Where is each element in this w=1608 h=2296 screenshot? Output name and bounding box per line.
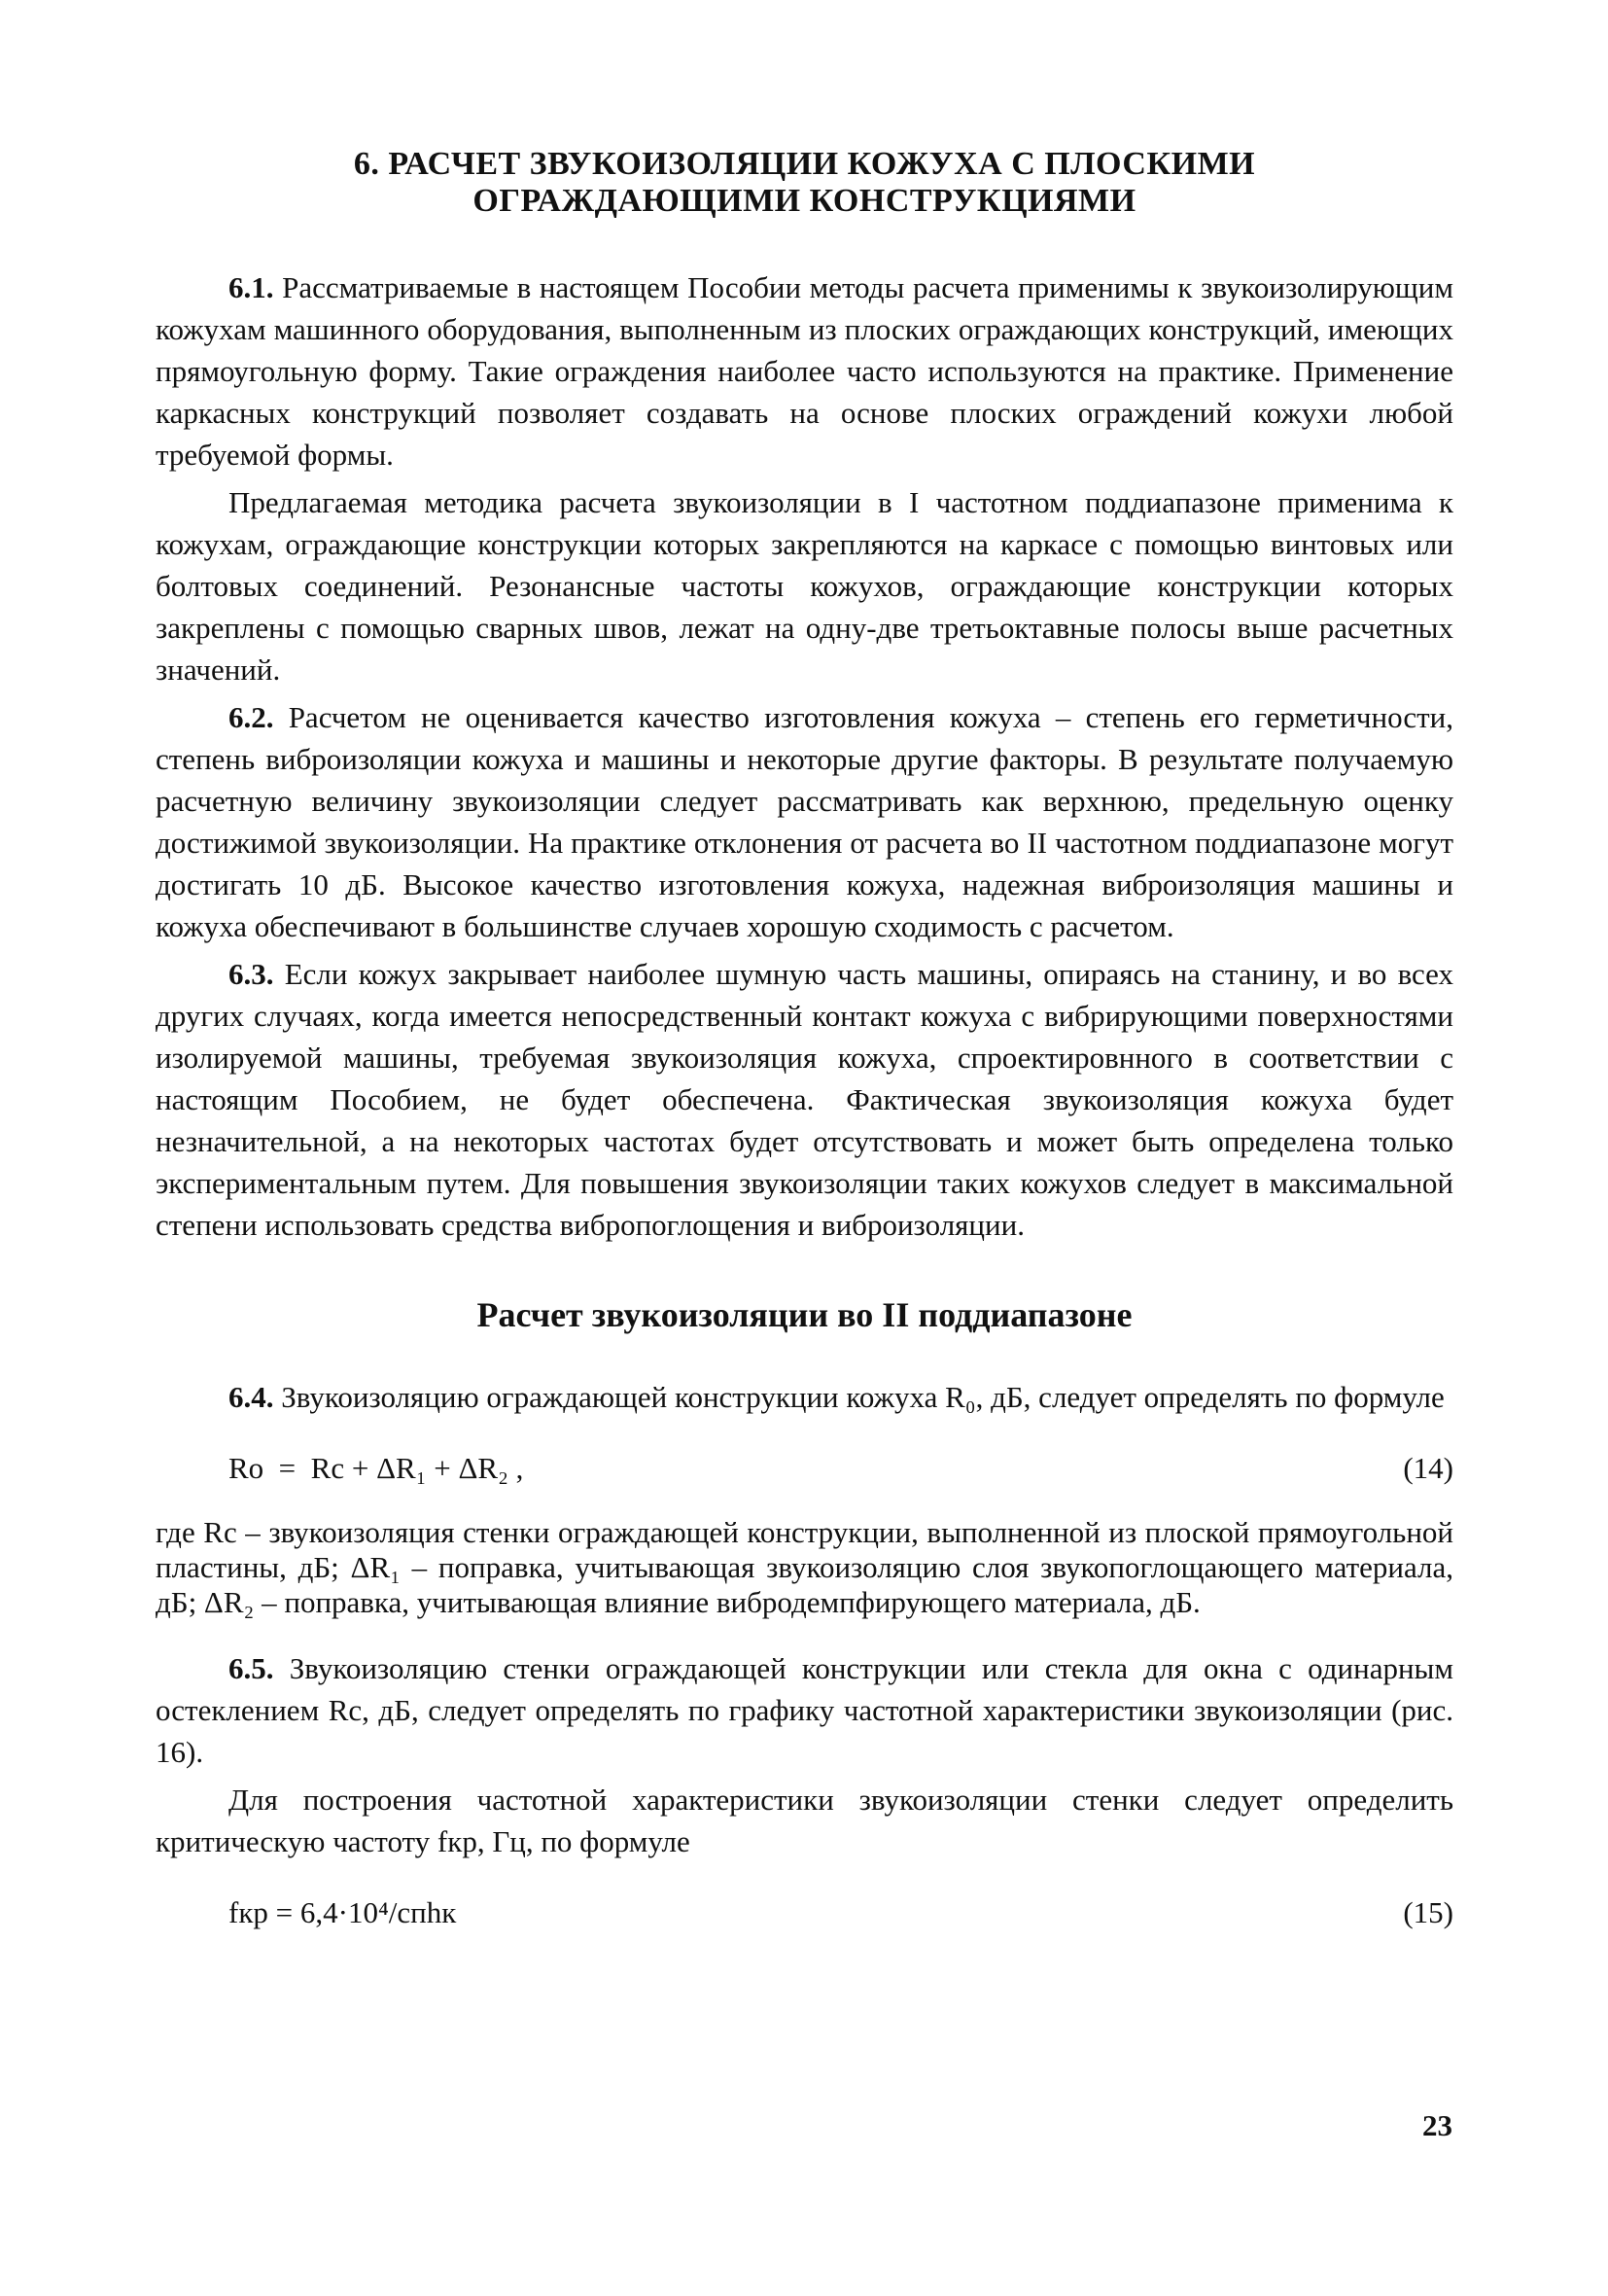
clause-number: 6.2. [228,700,274,734]
formula-number: (14) [1403,1451,1453,1485]
clause-number: 6.1. [228,270,274,304]
formula-expression: fкр = 6,4·10⁴/cпhк [228,1895,457,1929]
paragraph-6-2 [156,696,1453,947]
section-title-line-1: 6. РАСЧЕТ ЗВУКОИЗОЛЯЦИИ КОЖУХА С ПЛОСКИМИ [353,146,1256,182]
paragraph-6-3 [156,953,1453,1246]
section-title-line-2: ОГРАЖДАЮЩИМИ КОНСТРУКЦИЯМИ [472,183,1136,219]
paragraph-6-5 [156,1647,1453,1773]
paragraph-text: Если кожух закрывает наиболее шумную часть машины, опираясь на станину, и во всех других случаях, когда имеется непосредственный контакт кожуха с вибрирующими поверхностями изолируемой машины, требуемая звукоизоляция кожуха, спроектировнного в соответствии с настоящим Пособием, не будет обеспечена. Фактическая звукоизоляция кожуха будет незначительной, а на некоторых частотах будет отсутствовать и может быть определена только экспериментальным путем. Для повышения звукоизоляции таких кожухов следует в максимальной степени использовать средства вибропоглощения и виброизоляции. [156,957,1454,1242]
paragraph-text: Для построения частотной характеристики звукоизоляции стенки следует определить критическую частоту fкр, Гц, по формуле [156,1783,1453,1858]
formula-14-legend: где Rс – звукоизоляция стенки ограждающей конструкции, выполненной из плоской прямоугольной пластины, дБ; ΔR₁ – поправка, учитывающая звукоизоляцию слоя звукопоглощающего материала, дБ; ΔR₂ – поправка, учитывающая влияние вибродемпфирующего материала, дБ. [156,1515,1453,1619]
paragraph-text: Расчетом не оценивается качество изготовления кожуха – степень его герметичности, степень виброизоляции кожуха и машины и некоторые другие факторы. В результате получаемую расчетную величину звукоизоляции следует рассматривать как верхнюю, предельную оценку достижимой звукоизоляции. На практике отклонения от расчета во II частотном поддиапазоне могут достигать 10 дБ. Высокое качество изготовления кожуха, надежная виброизоляция машины и кожуха обеспечивают в большинстве случаев хорошую сходимость с расчетом. [156,700,1453,943]
paragraph-text: Предлагаемая методика расчета звукоизоляции в I частотном поддиапазоне применима к кожухам, ограждающие конструкции которых закрепляются на каркасе с помощью винтовых или болтовых соединений. Резонансные частоты кожухов, ограждающие конструкции которых закреплены с помощью сварных швов, лежат на одну-две третьоктавные полосы выше расчетных значений. [156,485,1453,687]
clause-number: 6.5. [228,1651,274,1685]
formula-15 [156,1895,1453,1930]
paragraph-text: Звукоизоляцию ограждающей конструкции кожуха R₀, дБ, следует определять по формуле [281,1380,1445,1414]
formula-14 [156,1451,1453,1486]
section-title [156,146,1453,220]
formula-expression: Rо = Rс + ΔR₁ + ΔR₂ , [228,1451,524,1485]
paragraph-text: Рассматриваемые в настоящем Пособии методы расчета применимы к звукоизолирующим кожухам машинного оборудования, выполненным из плоских ограждающих конструкций, имеющих прямоугольную форму. Такие ограждения наиболее часто используются на практике. Применение каркасных конструкций позволяет создавать на основе плоских ограждений кожухи любой требуемой формы. [156,270,1454,472]
clause-number: 6.3. [228,957,274,991]
document-page [156,146,1453,1960]
page-number: 23 [1422,2108,1452,2142]
subsection-title: Расчет звукоизоляции во II поддиапазоне [476,1295,1133,1334]
paragraph-6-4 [156,1376,1453,1418]
paragraph-text: Звукоизоляцию стенки ограждающей конструкции или стекла для окна с одинарным остеклением Rс, дБ, следует определять по графику частотной характеристики звукоизоляции (рис. 16). [156,1651,1454,1769]
paragraph-6-5-continued [156,1779,1453,1862]
formula-number: (15) [1403,1895,1453,1929]
paragraph-6-1-continued [156,481,1453,690]
clause-number: 6.4. [228,1380,274,1414]
paragraph-6-1 [156,266,1453,476]
